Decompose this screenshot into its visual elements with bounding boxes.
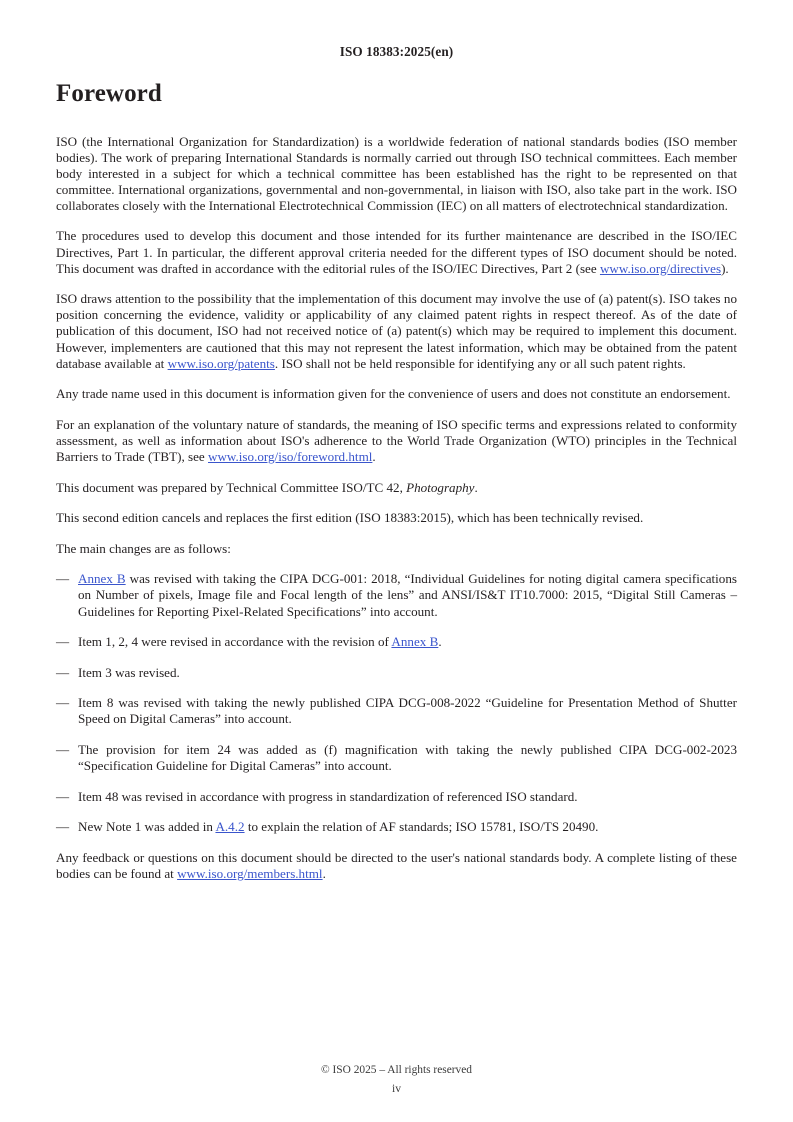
list-item-text: Item 48 was revised in accordance with progress in standardization of referenced ISO standard.	[78, 788, 578, 804]
paragraph-text: This second edition cancels and replaces the first edition (ISO 18383:2015), which has been technically revised.	[56, 510, 644, 526]
footer-copyright: © ISO 2025 – All rights reserved	[320, 1064, 473, 1076]
paragraph-text-after-link: . ISO shall not be held responsible for identifying any or all such patent rights.	[274, 355, 686, 371]
link-annex-b[interactable]: Annex B	[78, 571, 126, 587]
list-item	[56, 789, 737, 805]
paragraph-voluntary-nature	[56, 417, 737, 465]
em-dash-marker: —	[56, 664, 70, 680]
paragraph-technical-committee	[56, 480, 737, 496]
link-section-a42[interactable]: A.4.2	[215, 819, 245, 835]
page-title: Foreword	[56, 80, 162, 107]
em-dash-marker: —	[56, 742, 70, 758]
link-iso-foreword[interactable]: www.iso.org/iso/foreword.html	[208, 449, 373, 464]
paragraph-patents	[56, 291, 737, 371]
paragraph-iso-intro	[56, 134, 737, 214]
link-iso-members[interactable]: www.iso.org/members.html	[177, 866, 323, 881]
em-dash-marker: —	[56, 819, 70, 835]
paragraph-text-before-link: For an explanation of the voluntary nature of standards, the meaning of ISO specific terms and expressions related to conformity assessment, as well as information about ISO's adherence to the World Trade Organization (WTO) principles in the Technical Barriers to Trade (TBT), see	[56, 416, 737, 464]
paragraph-text: Any trade name used in this document is information given for the convenience of users and does not constitute an endorsement.	[56, 386, 731, 402]
list-item-text: The provision for item 24 was added as (f) magnification with taking the newly published CIPA DCG-002-2023 “Specification Guideline for Digital Cameras” into account.	[78, 742, 737, 774]
paragraph-edition-replacement	[56, 510, 737, 526]
link-iso-patents[interactable]: www.iso.org/patents	[167, 355, 275, 371]
paragraph-feedback	[56, 850, 737, 882]
paragraph-text-after-link: .	[322, 866, 326, 881]
paragraph-text: ISO (the International Organization for Standardization) is a worldwide federation of national standards bodies (ISO member bodies). The work of preparing International Standards is normally carried out through ISO technical committees. Each member body interested in a subject for which a technical committee has been established has the right to be represented on that committee. International organizations, governmental and non-governmental, in liaison with ISO, also take part in the work. ISO collaborates closely with the International Electrotechnical Commission (IEC) on all matters of electrotechnical standardization.	[56, 133, 737, 213]
link-annex-b[interactable]: Annex B	[391, 634, 439, 650]
list-item-text-after-link: .	[438, 634, 442, 650]
em-dash-marker: —	[56, 571, 70, 587]
paragraph-trade-name	[56, 386, 737, 402]
paragraph-text-before-link: The procedures used to develop this document and those intended for its further maintenance are described in the ISO/IEC Directives, Part 1. In particular, the different approval criteria needed for the different types of ISO document should be noted. This document was drafted in accordance with the editorial rules of the ISO/IEC Directives, Part 2 (see	[56, 228, 737, 276]
list-item-text-after-link: to explain the relation of AF standards; ISO 15781, ISO/TS 20490.	[244, 819, 599, 835]
link-iso-directives[interactable]: www.iso.org/directives	[599, 260, 722, 276]
paragraph-text: The main changes are as follows:	[56, 540, 231, 556]
paragraph-main-changes-intro	[56, 541, 737, 557]
em-dash-marker: —	[56, 788, 70, 804]
paragraph-text-before-link: Any feedback or questions on this document should be directed to the user's national standards body. A complete listing of these bodies can be found at	[56, 849, 737, 881]
em-dash-marker: —	[56, 634, 70, 650]
list-item	[56, 665, 737, 681]
list-item-text-before-link: New Note 1 was added in	[78, 819, 216, 835]
paragraph-text-after-italic: .	[474, 479, 478, 495]
main-changes-list	[56, 571, 737, 835]
em-dash-marker: —	[56, 695, 70, 711]
document-content	[56, 80, 737, 897]
paragraph-text-after-link: .	[372, 449, 376, 464]
paragraph-text-after-link: ).	[721, 260, 729, 276]
list-item	[56, 819, 737, 835]
list-item	[56, 742, 737, 774]
footer-page-number: iv	[391, 1082, 402, 1095]
list-item-text-before-link: Item 1, 2, 4 were revised in accordance with the revision of	[78, 634, 392, 650]
list-item-text: was revised with taking the CIPA DCG-001: 2018, “Individual Guidelines for noting digital camera specifications on Number of pixels, Image file and Focal length of the lens” and ANSI/IS&T IT10.7000: 2015, “Digital Still Cameras – Guidelines for Reporting Pixel-Related Specifications” into account.	[78, 571, 737, 619]
list-item	[56, 571, 737, 619]
paragraph-text-before-italic: This document was prepared by Technical Committee ISO/TC 42,	[56, 479, 407, 495]
list-item	[56, 695, 737, 727]
committee-scope-italic: Photography	[406, 479, 475, 495]
list-item-text: Item 8 was revised with taking the newly published CIPA DCG-008-2022 “Guideline for Presentation Method of Shutter Speed on Digital Cameras” into account.	[78, 695, 737, 727]
paragraph-text-before-link: ISO draws attention to the possibility that the implementation of this document may involve the use of (a) patent(s). ISO takes no position concerning the evidence, validity or applicability of any claimed patent rights in respect thereof. As of the date of publication of this document, ISO had not received notice of (a) patent(s) which may be required to implement this document. However, implementers are cautioned that this may not represent the latest information, which may be obtained from the patent database available at	[56, 291, 737, 371]
running-header: ISO 18383:2025(en)	[339, 44, 454, 59]
paragraph-procedures	[56, 228, 737, 276]
list-item	[56, 634, 737, 650]
list-item-text: Item 3 was revised.	[78, 664, 180, 680]
